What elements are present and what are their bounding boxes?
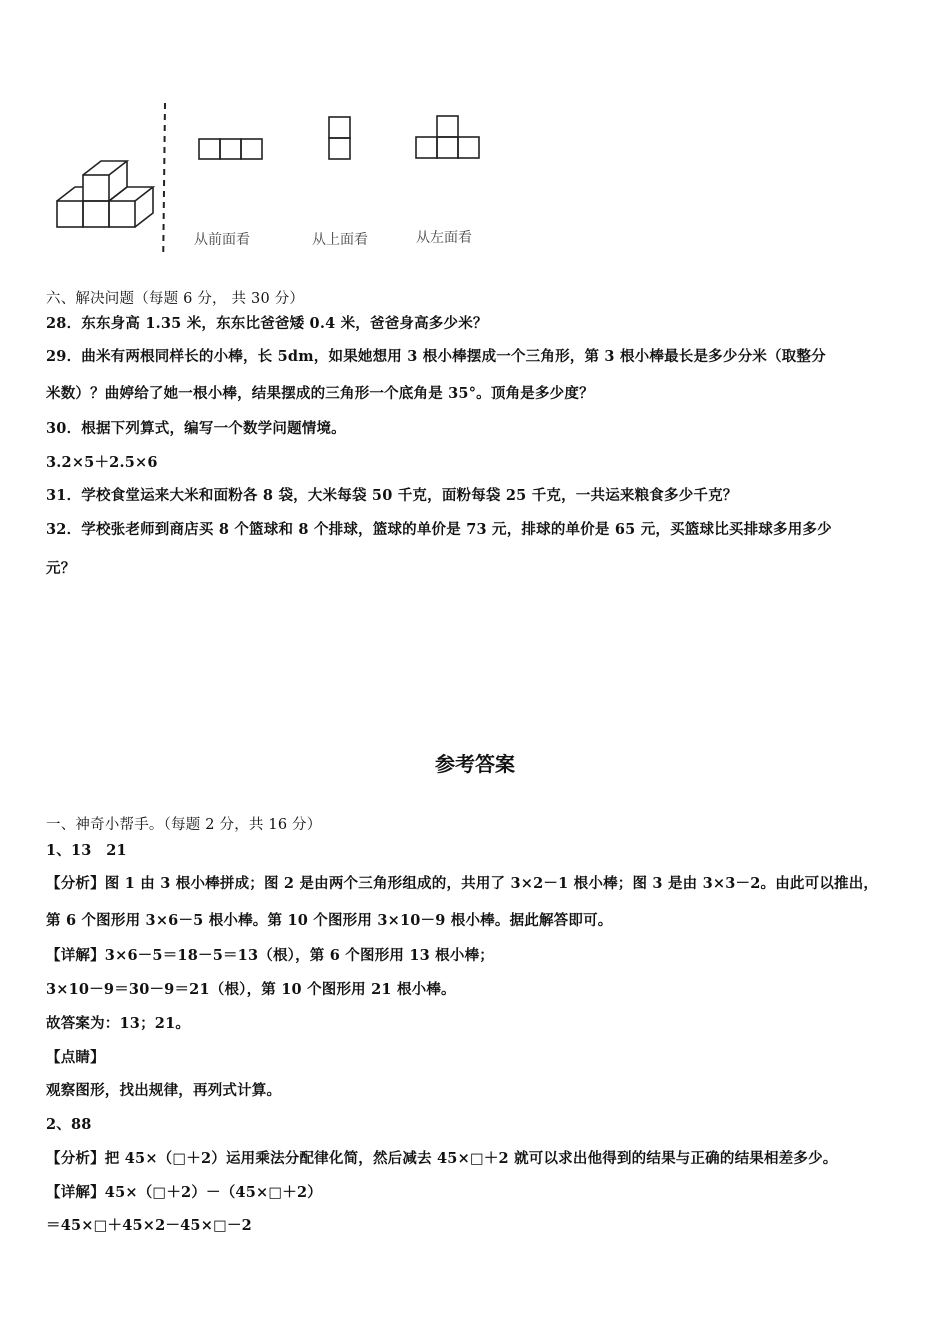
answer-2-detail-line1: 【详解】45×（□＋2）－（45×□＋2） xyxy=(46,1184,322,1201)
left-view-label: 从左面看 xyxy=(416,230,472,246)
answer-1-analysis-line1: 【分析】图 1 由 3 根小棒拼成；图 2 是由两个三角形组成的，共用了 3×2－1 根小棒；图 3 是由 3×3－2。由此可以推出， xyxy=(46,875,879,892)
top-view-icon xyxy=(329,117,350,159)
three-view-figure xyxy=(40,95,520,255)
top-view-label: 从上面看 xyxy=(312,232,368,248)
question-28: 28．东东身高 1.35 米，东东比爸爸矮 0.4 米，爸爸身高多少米？ xyxy=(46,315,488,332)
answer-1: 1、13 21 xyxy=(46,842,127,859)
answer-1-tip: 观察图形，找出规律，再列式计算。 xyxy=(46,1082,282,1099)
answer-1-detail-line1: 【详解】3×6－5＝18－5＝13（根），第 6 个图形用 13 根小棒； xyxy=(46,947,494,964)
answers-section1-heading: 一、神奇小帮手。（每题 2 分，共 16 分） xyxy=(46,817,322,833)
question-32-line1: 32．学校张老师到商店买 8 个篮球和 8 个排球，篮球的单价是 73 元，排球的单价是 65 元，买篮球比买排球多用多少 xyxy=(46,521,832,538)
question-31: 31．学校食堂运来大米和面粉各 8 袋，大米每袋 50 千克，面粉每袋 25 千克，一共运来粮食多少千克？ xyxy=(46,487,738,504)
answers-title: 参考答案 xyxy=(435,752,515,776)
cube-stack-icon xyxy=(57,161,153,227)
front-view-icon xyxy=(199,139,262,159)
answer-2-detail-line2: ＝45×□＋45×2－45×□－2 xyxy=(46,1217,252,1234)
question-29-line1: 29．曲米有两根同样长的小棒，长 5dm，如果她想用 3 根小棒摆成一个三角形，第 3 根小棒最长是多少分米（取整分 xyxy=(46,348,826,365)
left-view-icon xyxy=(416,116,479,158)
answer-1-conclusion: 故答案为：13；21。 xyxy=(46,1015,191,1032)
answer-1-analysis-line2: 第 6 个图形用 3×6－5 根小棒。第 10 个图形用 3×10－9 根小棒。据此解答即可。 xyxy=(46,912,613,929)
answer-2-analysis: 【分析】把 45×（□＋2）运用乘法分配律化简，然后减去 45×□＋2 就可以求出他得到的结果与正确的结果相差多少。 xyxy=(46,1150,838,1167)
front-view-label: 从前面看 xyxy=(194,232,250,248)
answer-1-tip-label: 【点睛】 xyxy=(46,1049,105,1066)
section6-heading: 六、解决问题（每题 6 分， 共 30 分） xyxy=(46,291,305,307)
question-32-line2: 元？ xyxy=(46,560,76,577)
question-29-line2: 米数）？曲婷给了她一根小棒，结果摆成的三角形一个底角是 35°。顶角是多少度？ xyxy=(46,385,594,402)
answer-2: 2、88 xyxy=(46,1116,92,1133)
question-30: 30．根据下列算式，编写一个数学问题情境。 xyxy=(46,420,346,437)
question-30-formula: 3.2×5＋2.5×6 xyxy=(46,454,158,471)
answer-1-detail-line2: 3×10－9＝30－9＝21（根），第 10 个图形用 21 根小棒。 xyxy=(46,981,456,998)
